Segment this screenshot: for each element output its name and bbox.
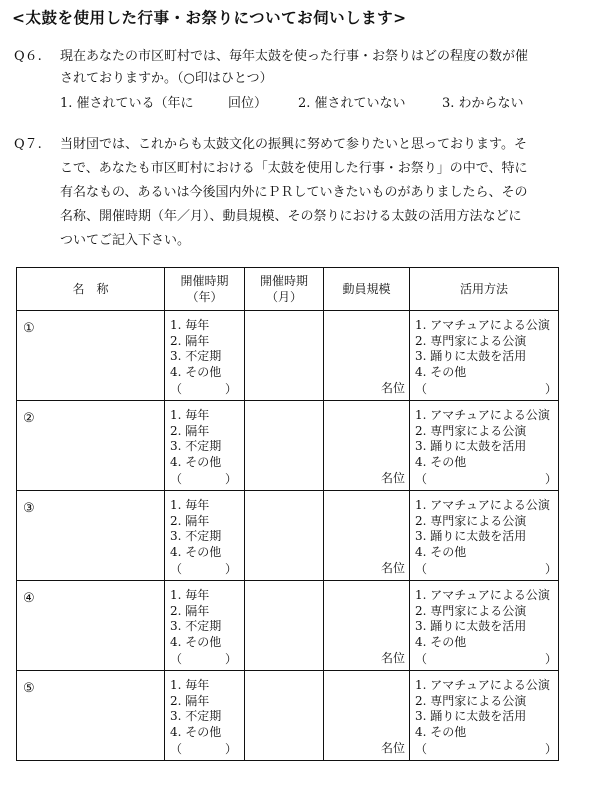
- other-paren[interactable]: （ ）: [170, 382, 238, 396]
- period-month-cell[interactable]: [245, 311, 324, 401]
- header-usage: 活用方法: [410, 268, 559, 311]
- name-cell[interactable]: [17, 311, 165, 401]
- other-paren[interactable]: （ ）: [415, 742, 558, 756]
- question-6: [14, 46, 594, 96]
- row-number: ①: [23, 321, 35, 336]
- question-number: Q７.: [14, 137, 42, 152]
- scale-cell[interactable]: [324, 401, 410, 491]
- period-month-cell[interactable]: [245, 401, 324, 491]
- option-not-held[interactable]: 2. 催されていない: [298, 96, 406, 111]
- option-held[interactable]: 1. 催されている（年に: [60, 96, 194, 111]
- usage-cell[interactable]: [410, 581, 559, 671]
- name-cell[interactable]: [17, 401, 165, 491]
- scale-cell[interactable]: [324, 491, 410, 581]
- unit-label: 名位: [380, 381, 405, 395]
- q6-options: [0, 92, 600, 114]
- row-number: ③: [23, 501, 35, 516]
- other-paren[interactable]: （ ）: [170, 472, 238, 486]
- other-paren[interactable]: （ ）: [170, 652, 238, 666]
- header-scale: 動員規模: [324, 268, 410, 311]
- usage-options: 1. アマチュアによる公演 2. 専門家による公演 3. 踊りに太鼓を活用 4. その他: [415, 588, 550, 649]
- question-text-line: 当財団では、これからも太鼓文化の振興に努めて参りたいと思っております。そ: [60, 137, 527, 152]
- header-name: 名 称: [17, 268, 165, 311]
- period-options: 1. 毎年 2. 隔年 3. 不定期 4. その他: [170, 498, 222, 559]
- option-held-times-unit: 回位）: [228, 96, 268, 111]
- question-text-line: 名称、開催時期（年／月）、動員規模、その祭りにおける太鼓の活用方法などに: [60, 209, 522, 224]
- period-year-cell[interactable]: [165, 581, 245, 671]
- other-paren[interactable]: （ ）: [415, 562, 558, 576]
- row-number: ②: [23, 411, 35, 426]
- period-options: 1. 毎年 2. 隔年 3. 不定期 4. その他: [170, 408, 222, 469]
- period-year-cell[interactable]: [165, 671, 245, 761]
- scale-cell[interactable]: [324, 671, 410, 761]
- unit-label: 名位: [380, 471, 405, 485]
- section-title: <太鼓を使用した行事・お祭りについてお伺いします>: [12, 9, 407, 27]
- scale-cell[interactable]: [324, 581, 410, 671]
- usage-cell[interactable]: [410, 491, 559, 581]
- period-month-cell[interactable]: [245, 671, 324, 761]
- other-paren[interactable]: （ ）: [415, 472, 558, 486]
- question-text-line: こで、あなたも市区町村における「太鼓を使用した行事・お祭り」の中で、特に: [60, 161, 528, 176]
- other-paren[interactable]: （ ）: [170, 562, 238, 576]
- usage-options: 1. アマチュアによる公演 2. 専門家による公演 3. 踊りに太鼓を活用 4. その他: [415, 678, 550, 739]
- name-cell[interactable]: [17, 581, 165, 671]
- question-number: Q６.: [14, 49, 42, 64]
- period-month-cell[interactable]: [245, 491, 324, 581]
- question-7: [14, 134, 594, 254]
- period-month-cell[interactable]: [245, 581, 324, 671]
- unit-label: 名位: [380, 561, 405, 575]
- table-row: [17, 491, 559, 581]
- period-options: 1. 毎年 2. 隔年 3. 不定期 4. その他: [170, 678, 222, 739]
- period-year-cell[interactable]: [165, 311, 245, 401]
- usage-cell[interactable]: [410, 401, 559, 491]
- table-row: [17, 671, 559, 761]
- period-year-cell[interactable]: [165, 491, 245, 581]
- question-text-line: ついてご記入下さい。: [60, 233, 191, 248]
- option-unknown[interactable]: 3. わからない: [442, 96, 524, 111]
- period-options: 1. 毎年 2. 隔年 3. 不定期 4. その他: [170, 318, 222, 379]
- unit-label: 名位: [380, 651, 405, 665]
- name-cell[interactable]: [17, 671, 165, 761]
- other-paren[interactable]: （ ）: [415, 382, 558, 396]
- usage-cell[interactable]: [410, 671, 559, 761]
- festival-table: [16, 267, 559, 761]
- table-row: [17, 581, 559, 671]
- question-text-line: 現在あなたの市区町村では、毎年太鼓を使った行事・お祭りはどの程度の数が催: [60, 49, 529, 64]
- header-period-month: 開催時期 （月）: [245, 268, 324, 311]
- question-text-line: 有名なもの、あるいは今後国内外にＰＲしていきたいものがありましたら、その: [60, 185, 528, 200]
- other-paren[interactable]: （ ）: [170, 742, 238, 756]
- unit-label: 名位: [380, 741, 405, 755]
- table-row: [17, 311, 559, 401]
- other-paren[interactable]: （ ）: [415, 652, 558, 666]
- period-year-cell[interactable]: [165, 401, 245, 491]
- usage-options: 1. アマチュアによる公演 2. 専門家による公演 3. 踊りに太鼓を活用 4. その他: [415, 408, 550, 469]
- row-number: ④: [23, 591, 35, 606]
- usage-options: 1. アマチュアによる公演 2. 専門家による公演 3. 踊りに太鼓を活用 4. その他: [415, 318, 550, 379]
- scale-cell[interactable]: [324, 311, 410, 401]
- question-text-line: されておりますか。（○印はひとつ）: [60, 71, 273, 86]
- header-period-year: 開催時期 （年）: [165, 268, 245, 311]
- period-options: 1. 毎年 2. 隔年 3. 不定期 4. その他: [170, 588, 222, 649]
- usage-cell[interactable]: [410, 311, 559, 401]
- table-row: [17, 401, 559, 491]
- usage-options: 1. アマチュアによる公演 2. 専門家による公演 3. 踊りに太鼓を活用 4. その他: [415, 498, 550, 559]
- table-header-row: [17, 268, 559, 311]
- row-number: ⑤: [23, 681, 35, 696]
- name-cell[interactable]: [17, 491, 165, 581]
